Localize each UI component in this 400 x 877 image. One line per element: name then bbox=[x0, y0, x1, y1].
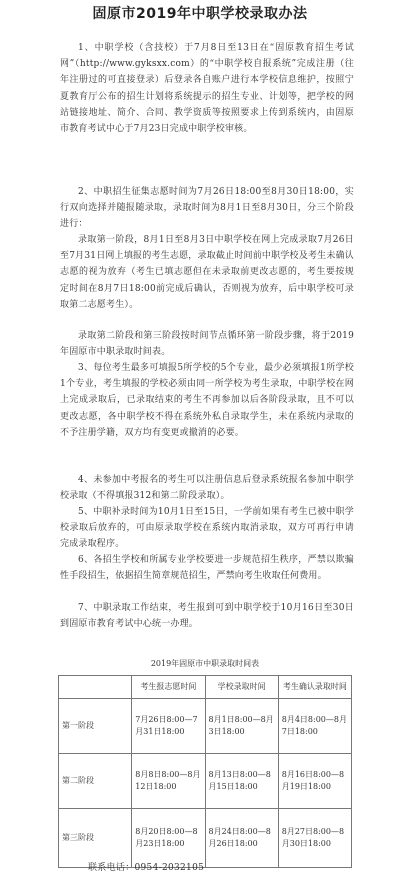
admit-time-cell: 8月1日8:00—8月3日18:00 bbox=[205, 699, 278, 754]
contact-phone: 联系电话：0954-2032105 bbox=[88, 863, 205, 873]
table-header-cell: 考生报志愿时间 bbox=[132, 676, 205, 699]
schedule-table bbox=[58, 675, 352, 868]
paragraph-2: 2、中职招生征集志愿时间为7月26日18:00至8月30日18:00，实行双向选择并随报随录取，录取时间为8月1日至8月30日，分三个阶段进行： bbox=[60, 187, 354, 230]
round-cell: 第一阶段 bbox=[59, 699, 132, 754]
paragraph-3: 录取第一阶段，8月1日至8月3日中职学校在网上完成录取7月26日至7月31日网上填报的考生志愿，录取截止时间前中职学校及考生未确认志愿的视为放弃（考生已填志愿但在未录取前更改志愿的，考生要按规定时间在8月7日18:00前完成后确认，否则视为放弃，后中职学校可录取第二志愿考生）。 bbox=[60, 235, 354, 310]
table-header-cell: 考生确认录取时间 bbox=[278, 676, 351, 699]
apply-time-cell: 8月20日8:00—8月23日18:00 bbox=[132, 809, 205, 868]
table-header-row bbox=[59, 676, 352, 699]
paragraph-9: 7、中职录取工作结束，考生报到可到中职学校于10月16日至30日到固原市教育考试中心统一办理。 bbox=[60, 603, 354, 630]
paragraph-7: 5、中职补录时间为10月1日至15日，一学前如果有考生已被中职学校录取后放弃的，可由原录取学校在系统内取消录取，双方可再行申请完成录取程序。 bbox=[60, 507, 354, 550]
document-title: 固原市2019年中职学校录取办法 bbox=[92, 6, 308, 22]
confirm-time-cell: 8月27日8:00—8月30日18:00 bbox=[278, 809, 351, 868]
paragraph-6: 4、未参加中考报名的考生可以注册信息后登录系统报名参加中职学校录取（不得填报312和第二阶段录取）。 bbox=[60, 475, 354, 502]
table-row bbox=[59, 809, 352, 868]
paragraph-4: 录取第二阶段和第三阶段按时间节点循环第一阶段步骤，将于2019年固原市中职录取时间表。 bbox=[60, 331, 354, 358]
apply-time-cell: 7月26日8:00—7月31日18:00 bbox=[132, 699, 205, 754]
table-row bbox=[59, 754, 352, 809]
paragraph-8: 6、各招生学校和所属专业学校要进一步规范招生秩序，严禁以欺骗性手段招生，依据招生简章规范招生，严禁向考生收取任何费用。 bbox=[60, 555, 354, 582]
paragraph-1: 1、中职学校（含技校）于7月8日至13日在“固原教育招生考试网”（http://www.gyksxx.com）的“中职学校自报系统”完成注册（往年注册过的可直接登录）后登录各自账户进行本学校信息维护，按照宁夏教育厅公布的招生计划将系统提示的招生专业、计划等，把学校的网站链接地址、简介、合同、教学资质等按照要求上传到系统内，由固原市教育考试中心于7月23日完成中职学校审核。 bbox=[60, 43, 354, 135]
schedule-table-title: 2019年固原市中职录取时间表 bbox=[150, 659, 260, 668]
admit-time-cell: 8月24日8:00—8月26日18:00 bbox=[205, 809, 278, 868]
table-header-cell bbox=[59, 676, 132, 699]
table-header-cell: 学校录取时间 bbox=[205, 676, 278, 699]
apply-time-cell: 8月8日8:00—8月12日18:00 bbox=[132, 754, 205, 809]
paragraph-5: 3、每位考生最多可填报5所学校的5个专业，最少必须填报1所学校1个专业，考生填报的学校必须由同一所学校为考生录取，中职学校在网上完成录取后，已录取结束的考生不再参加以后各阶段录取，且不可以更改志愿，各中职学校不得在系统外私自录取学生，未在系统内录取的不予注册学籍，双方均有变更或撤消的必要。 bbox=[60, 363, 354, 438]
round-cell: 第三阶段 bbox=[59, 809, 132, 868]
round-cell: 第二阶段 bbox=[59, 754, 132, 809]
admit-time-cell: 8月13日8:00—8月15日18:00 bbox=[205, 754, 278, 809]
confirm-time-cell: 8月4日8:00—8月7日18:00 bbox=[278, 699, 351, 754]
confirm-time-cell: 8月16日8:00—8月19日18:00 bbox=[278, 754, 351, 809]
table-row bbox=[59, 699, 352, 754]
